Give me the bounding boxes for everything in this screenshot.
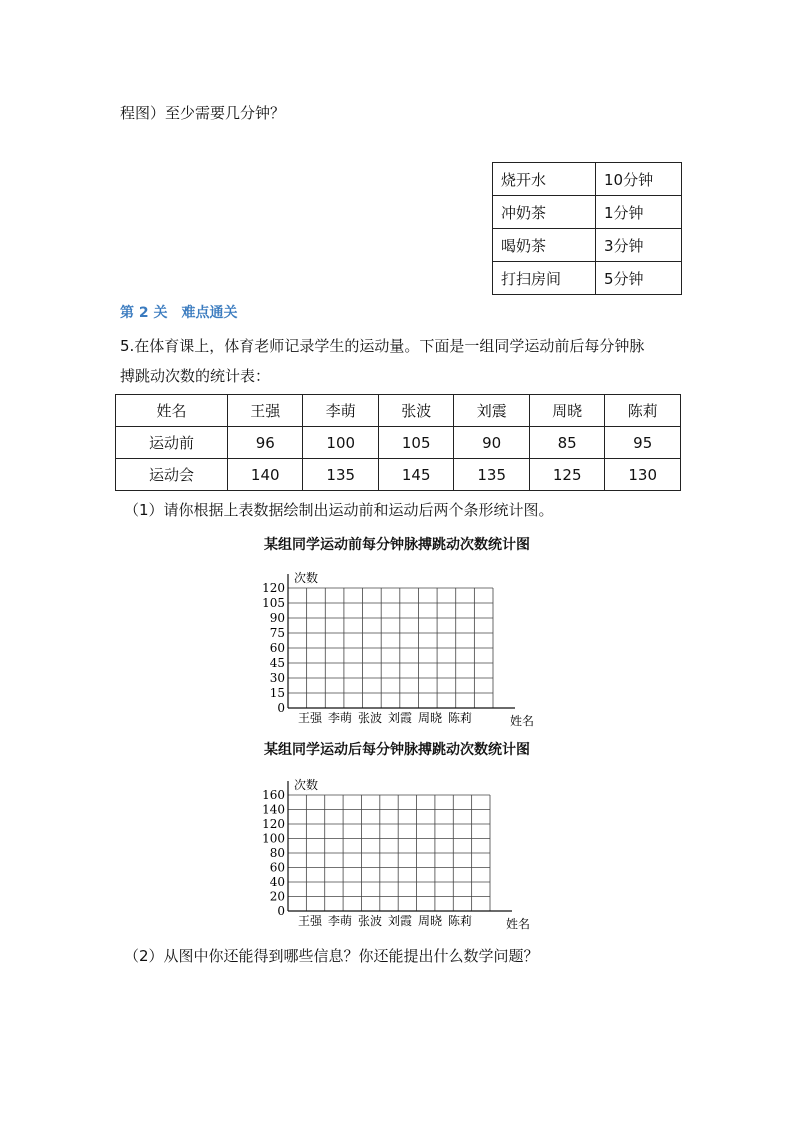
chart-2-title: 某组同学运动后每分钟脉搏跳动次数统计图 [264,742,530,758]
pulse-cell: 90 [454,427,529,459]
y-tick-label: 75 [269,626,285,640]
x-tick-label: 陈莉 [447,914,473,928]
y-tick-label: 80 [269,846,285,860]
x-tick-label: 李萌 [327,711,353,725]
y-tick-label: 60 [269,641,285,655]
intro-line: 程图）至少需要几分钟？ [120,104,286,122]
task-row [493,229,682,262]
x-tick-label: 周晓 [417,711,443,725]
pulse-data-row [116,459,681,491]
x-tick-label: 王强 [297,914,323,928]
y-tick-label: 160 [262,788,285,802]
task-row [493,262,682,295]
x-axis-label: 姓名 [510,714,535,728]
task-row [493,163,682,196]
pulse-cell: 95 [605,427,681,459]
y-tick-label: 140 [262,802,285,817]
x-tick-label: 王强 [297,711,323,725]
y-tick-label: 120 [262,817,285,831]
pulse-cell: 130 [605,459,681,491]
pulse-cell: 85 [529,427,604,459]
task-time-cell: 5分钟 [596,262,682,295]
pulse-cell: 145 [378,459,453,491]
pulse-header-cell: 王强 [228,395,303,427]
y-tick-label: 90 [269,611,285,625]
x-tick-label: 周晓 [417,914,443,928]
pulse-cell: 135 [303,459,378,491]
x-axis-label: 姓名 [506,917,531,931]
y-tick-label: 100 [262,831,285,846]
sub-question-2: （2）从图中你还能得到哪些信息？你还能提出什么数学问题？ [124,947,539,965]
y-tick-label: 0 [277,701,285,715]
task-name-cell: 冲奶茶 [493,196,596,229]
x-tick-label: 陈莉 [447,711,473,725]
pulse-cell: 运动前 [116,427,228,459]
task-name-cell: 烧开水 [493,163,596,196]
pulse-header-row [116,395,681,427]
task-row [493,196,682,229]
task-time-cell: 3分钟 [596,229,682,262]
y-axis-label: 次数 [294,778,319,792]
y-tick-label: 40 [269,875,285,889]
section-title: 第 2 关 难点通关 [120,305,238,321]
pulse-cell: 140 [228,459,303,491]
y-axis-label: 次数 [294,571,319,585]
y-tick-label: 45 [269,656,285,670]
sub-question-1: （1）请你根据上表数据绘制出运动前和运动后两个条形统计图。 [124,501,554,519]
task-time-cell: 1分钟 [596,196,682,229]
pulse-header-cell: 张波 [378,395,453,427]
task-time-cell: 10分钟 [596,163,682,196]
pulse-cell: 135 [454,459,529,491]
y-tick-label: 105 [262,596,285,610]
chart-after-exercise [0,765,794,935]
chart-before-exercise [0,560,794,732]
pulse-header-cell: 刘震 [454,395,529,427]
task-time-table [492,162,682,295]
pulse-cell: 125 [529,459,604,491]
x-tick-label: 李萌 [327,914,353,928]
pulse-header-cell: 李萌 [303,395,378,427]
pulse-header-cell: 周晓 [529,395,604,427]
question-5-line-1: 5.在体育课上，体育老师记录学生的运动量。下面是一组同学运动前后每分钟脉 [120,337,645,355]
pulse-header-cell: 陈莉 [605,395,681,427]
y-tick-label: 60 [269,860,285,875]
pulse-cell: 96 [228,427,303,459]
pulse-data-row [116,427,681,459]
task-name-cell: 喝奶茶 [493,229,596,262]
chart-1-title: 某组同学运动前每分钟脉搏跳动次数统计图 [264,537,530,553]
pulse-cell: 105 [378,427,453,459]
y-tick-label: 15 [269,686,285,700]
pulse-cell: 100 [303,427,378,459]
question-5-line-2: 搏跳动次数的统计表： [120,367,271,385]
x-tick-label: 张波 [357,914,383,928]
x-tick-label: 刘霞 [387,914,413,928]
x-tick-label: 张波 [357,711,383,725]
pulse-header-cell: 姓名 [116,395,228,427]
y-tick-label: 20 [269,889,285,904]
y-tick-label: 0 [277,904,285,918]
y-tick-label: 120 [262,581,285,595]
y-tick-label: 30 [269,671,285,685]
task-name-cell: 打扫房间 [493,262,596,295]
pulse-cell: 运动会 [116,459,228,491]
x-tick-label: 刘霞 [387,711,413,725]
pulse-table [115,394,681,491]
